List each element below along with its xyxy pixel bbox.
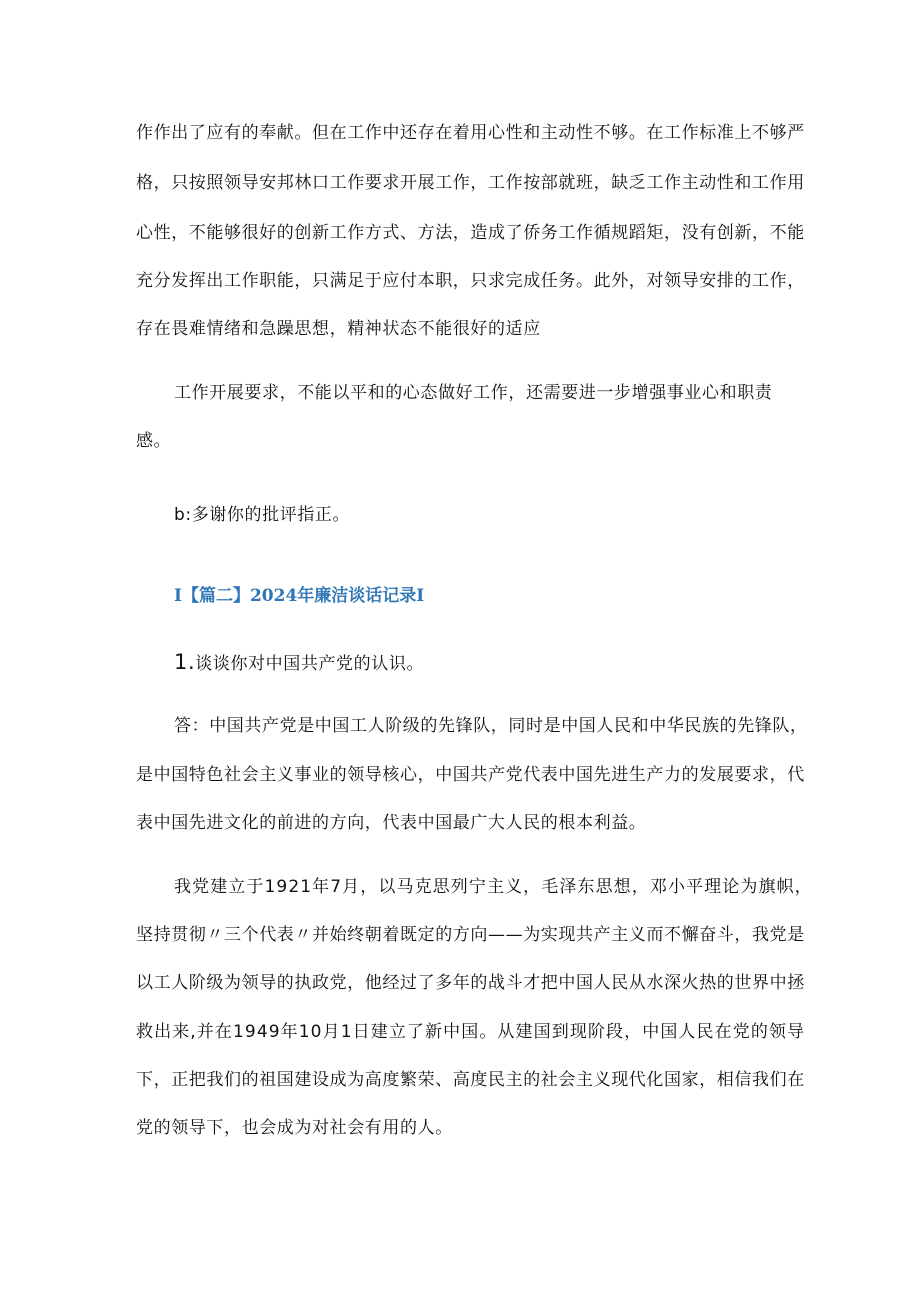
paragraph-3: b:多谢你的批评指正。 — [174, 505, 351, 525]
paragraph-1-line-5: 存在畏难情绪和急躁思想，精神状态不能很好的适应 — [136, 319, 541, 339]
question-number: 1. — [174, 650, 196, 674]
history-line-6: 党的领导下，也会成为对社会有用的人。 — [136, 1118, 453, 1138]
history-line-1: 我党建立于1921年7月，以马克思列宁主义，毛泽东思想，邓小平理论为旗帜， — [174, 877, 813, 897]
paragraph-2-line-1: 工作开展要求，不能以平和的心态做好工作，还需要进一步增强事业心和职责 — [174, 383, 773, 403]
history-line-5: 下，正把我们的祖国建设成为高度繁荣、高度民主的社会主义现代化国家，相信我们在 — [136, 1070, 805, 1090]
history-line-4: 救出来,并在1949年10月1日建立了新中国。从建国到现阶段，中国人民在党的领导 — [136, 1022, 806, 1042]
answer-1-line-1: 答：中国共产党是中国工人阶级的先锋队，同时是中国人民和中华民族的先锋队， — [174, 716, 808, 736]
answer-1-line-2: 是中国特色社会主义事业的领导核心，中国共产党代表中国先进生产力的发展要求，代 — [136, 765, 805, 785]
history-line-2: 坚持贯彻〃三个代表〃并始终朝着既定的方向——为实现共产主义而不懈奋斗，我党是 — [136, 925, 805, 945]
question-1 — [174, 650, 424, 676]
paragraph-2-line-2: 感。 — [136, 431, 172, 451]
history-line-3: 以工人阶级为领导的执政党，他经过了多年的战斗才把中国人民从水深火热的世界中拯 — [136, 973, 805, 993]
paragraph-1-line-4: 充分发挥出工作职能，只满足于应付本职，只求完成任务。此外，对领导安排的工作， — [136, 271, 805, 291]
paragraph-1-line-1: 作作出了应有的奉献。但在工作中还存在着用心性和主动性不够。在工作标准上不够严 — [136, 123, 805, 143]
paragraph-1-line-3: 心性，不能够很好的创新工作方式、方法，造成了侨务工作循规蹈矩，没有创新，不能 — [136, 223, 805, 243]
section-heading: I【篇二】2024年廉洁谈话记录I — [174, 586, 425, 606]
paragraph-1-line-2: 格，只按照领导安邦林口工作要求开展工作，工作按部就班，缺乏工作主动性和工作用 — [136, 173, 805, 193]
question-text: 谈谈你对中国共产党的认识。 — [195, 654, 425, 674]
answer-1-line-3: 表中国先进文化的前进的方向，代表中国最广大人民的根本利益。 — [136, 813, 647, 833]
